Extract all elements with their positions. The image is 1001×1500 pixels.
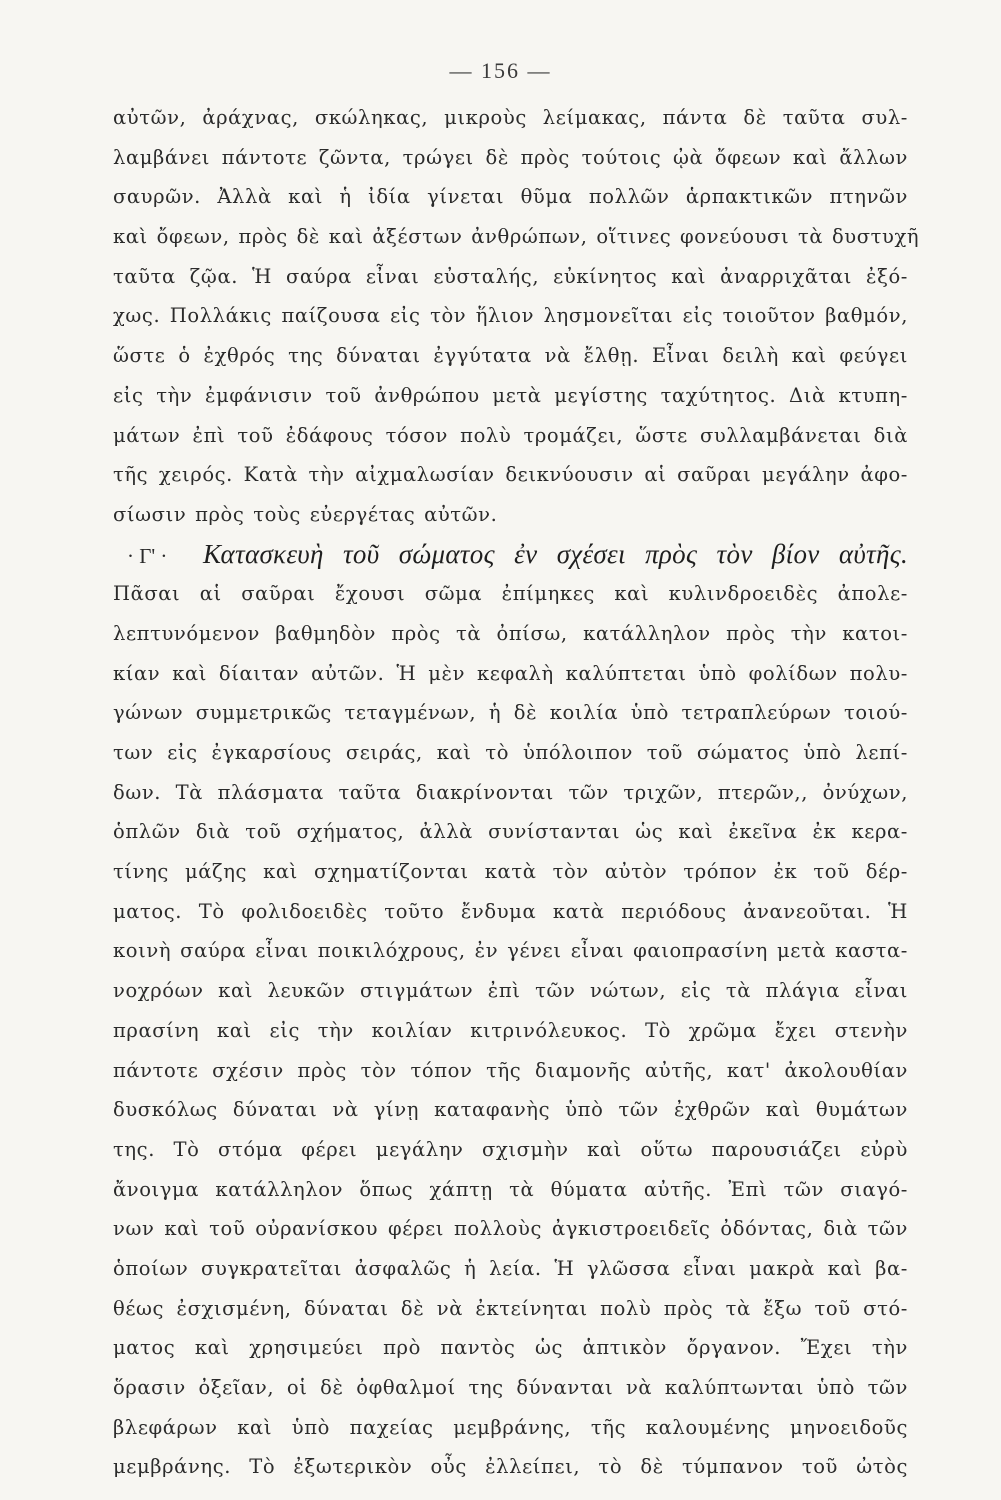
text-line: λεπτυνόμενον βαθμηδὸν πρὸς τὰ ὀπίσω, κατάλληλον πρὸς τὴν κατοι- [113, 621, 908, 645]
text-line: ματος. Τὸ φολιδοειδὲς τοῦτο ἔνδυμα κατὰ περιόδους ἀνανεοῦται. Ἡ [113, 899, 908, 923]
section-heading [113, 535, 908, 575]
text-line: ματος καὶ χρησιμεύει πρὸ παντὸς ὡς ἁπτικὸν ὄργανον. Ἔχει τὴν [113, 1336, 908, 1360]
text-line: ὅρασιν ὀξεῖαν, οἱ δὲ ὀφθαλμοί της δύνανται νὰ καλύπτωνται ὑπὸ τῶν [113, 1376, 908, 1399]
text-line: νων καὶ τοῦ οὐρανίσκου φέρει πολλοὺς ἀγκιστροειδεῖς ὀδόντας, διὰ τῶν [113, 1217, 908, 1241]
text-line: γώνων συμμετρικῶς τεταγμένων, ἡ δὲ κοιλία ὑπὸ τετραπλεύρων τοιού- [113, 701, 908, 725]
text-line: ταῦτα ζῷα. Ἡ σαύρα εἶναι εὐσταλής, εὐκίνητος καὶ ἀναρριχᾶται ἐξό- [113, 264, 908, 288]
text-line: ὁποίων συγκρατεῖται ἀσφαλῶς ἡ λεία. Ἡ γλῶσσα εἶναι μακρὰ καὶ βα- [113, 1256, 908, 1280]
text-line: της. Τὸ στόμα φέρει μεγάλην σχισμὴν καὶ οὕτω παρουσιάζει εὐρὺ [113, 1137, 908, 1161]
text-line: των εἰς ἐγκαρσίους σειράς, καὶ τὸ ὑπόλοιπον τοῦ σώματος ὑπὸ λεπί- [113, 741, 908, 764]
text-line: εἰς τὴν ἐμφάνισιν τοῦ ἀνθρώπου μετὰ μεγίστης ταχύτητος. Διὰ κτυπη- [113, 383, 908, 407]
text-line: πρασίνη καὶ εἰς τὴν κοιλίαν κιτρινόλευκος. Τὸ χρῶμα ἔχει στενὴν [113, 1018, 908, 1042]
text-line: ὁπλῶν διὰ τοῦ σχήματος, ἀλλὰ συνίστανται ὡς καὶ ἐκεῖνα ἐκ κερα- [113, 820, 908, 844]
text-line: θέως ἐσχισμένη, δύναται δὲ νὰ ἐκτείνηται πολὺ πρὸς τὰ ἔξω τοῦ στό- [113, 1296, 908, 1320]
section-title: Κατασκευὴ τοῦ σώματος ἐν σχέσει πρὸς τὸν βίον αὐτῆς. [203, 538, 908, 569]
text-line: λαμβάνει πάντοτε ζῶντα, τρώγει δὲ πρὸς τούτοις ᾠὰ ὄφεων καὶ ἄλλων [113, 145, 908, 169]
text-line: χως. Πολλάκις παίζουσα εἰς τὸν ἥλιον λησμονεῖται εἰς τοιοῦτον βαθμόν, [113, 304, 908, 328]
text-line: καὶ ὄφεων, πρὸς δὲ καὶ ἀξέστων ἀνθρώπων, οἵτινες φονεύουσι τὰ δυστυχῆ [113, 225, 920, 249]
text-line: σαυρῶν. Ἀλλὰ καὶ ἡ ἰδία γίνεται θῦμα πολλῶν ἁρπακτικῶν πτηνῶν [113, 185, 908, 209]
page-number: — 156 — [449, 58, 552, 83]
section-mark: · Γ' · [127, 543, 168, 568]
text-line: δων. Τὰ πλάσματα ταῦτα διακρίνονται τῶν τριχῶν, πτερῶν,, ὀνύχων, [113, 780, 908, 804]
text-line: κίαν καὶ δίαιταν αὐτῶν. Ἡ μὲν κεφαλὴ καλύπτεται ὑπὸ φολίδων πολυ- [113, 661, 908, 685]
text-line: τῆς χειρός. Κατὰ τὴν αἰχμαλωσίαν δεικνύουσιν αἱ σαῦραι μεγάλην ἀφο- [113, 463, 908, 487]
text-line: μάτων ἐπὶ τοῦ ἐδάφους τόσον πολὺ τρομάζει, ὥστε συλλαμβάνεται διὰ [113, 423, 908, 447]
text-line: ἄνοιγμα κατάλληλον ὅπως χάπτῃ τὰ θύματα αὐτῆς. Ἐπὶ τῶν σιαγό- [113, 1177, 908, 1201]
text-line: σίωσιν πρὸς τοὺς εὐεργέτας αὐτῶν. [113, 502, 498, 526]
text-line: βλεφάρων καὶ ὑπὸ παχείας μεμβράνης, τῆς καλουμένης μηνοειδοῦς [113, 1415, 908, 1439]
text-block [113, 98, 920, 1487]
text-line: ὥστε ὁ ἐχθρός της δύναται ἐγγύτατα νὰ ἔλθῃ. Εἶναι δειλὴ καὶ φεύγει [113, 344, 908, 368]
text-line: νοχρόων καὶ λευκῶν στιγμάτων ἐπὶ τῶν νώτων, εἰς τὰ πλάγια εἶναι [113, 979, 908, 1003]
text-line: αὐτῶν, ἀράχνας, σκώληκας, μικροὺς λείμακας, πάντα δὲ ταῦτα συλ- [113, 106, 908, 129]
text-line: κοινὴ σαύρα εἶναι ποικιλόχρους, ἐν γένει εἶναι φαιοπρασίνη μετὰ καστα- [113, 939, 908, 963]
text-line: Πᾶσαι αἱ σαῦραι ἔχουσι σῶμα ἐπίμηκες καὶ κυλινδροειδὲς ἀπολε- [113, 582, 908, 606]
text-line: δυσκόλως δύναται νὰ γίνῃ καταφανὴς ὑπὸ τῶν ἐχθρῶν καὶ θυμάτων [113, 1098, 908, 1122]
text-line: μεμβράνης. Τὸ ἐξωτερικὸν οὖς ἐλλείπει, τὸ δὲ τύμπανον τοῦ ὠτὸς [113, 1455, 908, 1479]
text-line: πάντοτε σχέσιν πρὸς τὸν τόπον τῆς διαμονῆς αὐτῆς, κατ' ἀκολουθίαν [113, 1058, 908, 1082]
text-line: τίνης μάζης καὶ σχηματίζονται κατὰ τὸν αὐτὸν τρόπον ἐκ τοῦ δέρ- [113, 860, 908, 884]
